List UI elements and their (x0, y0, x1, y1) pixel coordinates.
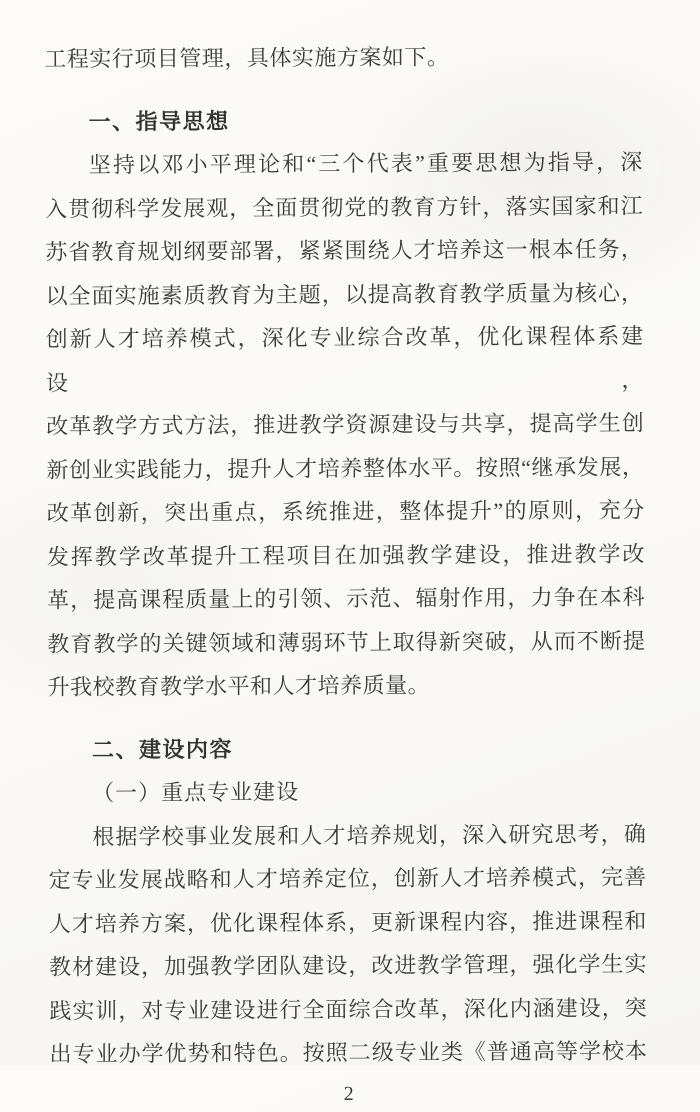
body-line: 教材建设，加强教学团队建设，改进教学管理，强化学生实 (48, 951, 648, 980)
body-line: 根据学校事业发展和人才培养规划，深入研究思考，确 (92, 820, 647, 849)
body-line: 教育教学的关键领域和薄弱环节上取得新突破，从而不断提 (47, 627, 646, 657)
subsection-heading: （一）重点专业建设 (92, 779, 300, 806)
body-line: 定专业发展战略和人才培养定位，创新人才培养模式，完善 (48, 864, 647, 893)
section-heading-1: 一、指导思想 (88, 108, 230, 134)
body-line: 革，提高课程质量上的引领、示范、辐射作用，力争在本科 (47, 584, 646, 613)
section-heading-2: 二、建设内容 (91, 736, 233, 762)
body-line: 践实训，对专业建设进行全面综合改革，深化内涵建设，突 (49, 994, 648, 1024)
body-line: 创新人才培养模式，深化专业综合改革，优化课程体系建设， (45, 323, 645, 396)
body-line: 改革创新，突出重点，系统推进，整体提升”的原则，充分 (46, 497, 645, 526)
body-line: 改革教学方式方法，推进教学资源建设与共享，提高学生创 (46, 410, 645, 439)
body-line: 升我校教育教学水平和人才培养质量。 (47, 672, 431, 700)
body-line: 新创业实践能力，提升人才培养整体水平。按照“继承发展， (46, 453, 645, 483)
document-content (44, 34, 648, 1112)
body-line: 坚持以邓小平理论和“三个代表”重要思想为指导，深 (88, 149, 643, 178)
body-line: 苏省教育规划纲要部署，紧紧围绕人才培养这一根本任务， (45, 236, 644, 265)
body-line: 发挥教学改革提升工程项目在加强教学建设，推进教学改 (46, 540, 645, 570)
body-line: 以全面实施素质教育为主题，以提高教育教学质量为核心， (45, 279, 644, 309)
page-number: 2 (343, 1082, 354, 1105)
body-line: 人才培养方案，优化课程体系，更新课程内容，推进课程和 (48, 907, 647, 937)
body-line: 出专业办学优势和特色。按照二级专业类《普通高等学校本 (49, 1038, 648, 1067)
body-line: 入贯彻科学发展观，全面贯彻党的教育方针，落实国家和江 (45, 192, 644, 222)
body-line: 工程实行项目管理，具体实施方案如下。 (44, 44, 450, 72)
